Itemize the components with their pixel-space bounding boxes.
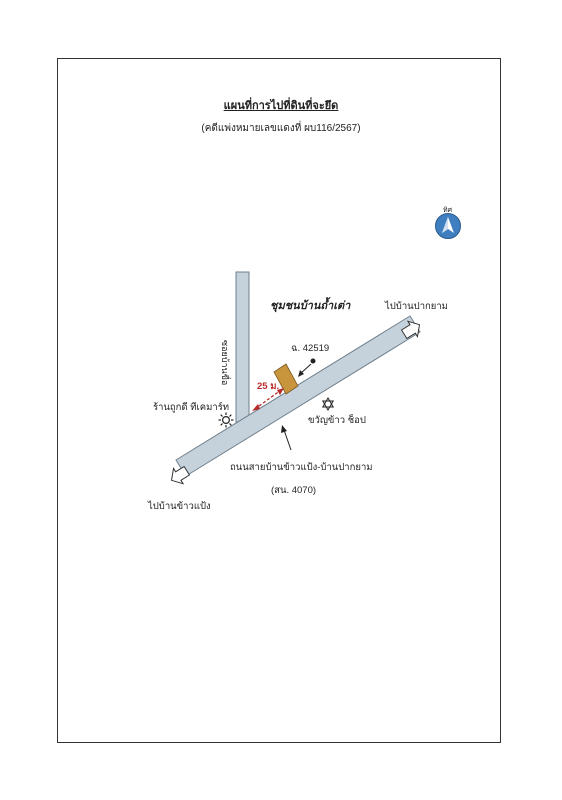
map-title: แผนที่การไปที่ดินที่จะยึด [223, 100, 339, 112]
main-road-name: ถนนสายบ้านข้าวแป้ง-บ้านปากยาม [230, 462, 373, 473]
destination-bottom-left: ไปบ้านข้าวแป้ง [148, 501, 211, 512]
north-compass-icon [436, 214, 461, 239]
destination-top-right: ไปบ้านปากยาม [385, 301, 448, 312]
main-road [176, 316, 420, 476]
side-road [236, 272, 249, 422]
distance-label: 25 ม. [257, 381, 280, 392]
road-pointer-line [284, 430, 291, 450]
north-label: ทิศ [443, 207, 453, 214]
community-name: ชุมชนบ้านถ้ำเต่า [270, 300, 351, 312]
star-landmark-icon [323, 398, 333, 410]
main-road-code: (สน. 4070) [271, 485, 317, 496]
road-pointer-head [281, 425, 287, 433]
landmark-left-label: ร้านถูกดี ทีเคมาร์ท [153, 402, 230, 413]
case-reference: (คดีแพ่งหมายเลขแดงที่ ผบ116/2567) [201, 123, 361, 134]
plot-pointer-dot [311, 359, 316, 364]
side-road-label: ซอยบ้านขื่อ [220, 340, 230, 386]
landmark-right-label: ขวัญข้าว ช็อป [308, 415, 366, 426]
plot-label: ฉ. 42519 [291, 343, 330, 354]
